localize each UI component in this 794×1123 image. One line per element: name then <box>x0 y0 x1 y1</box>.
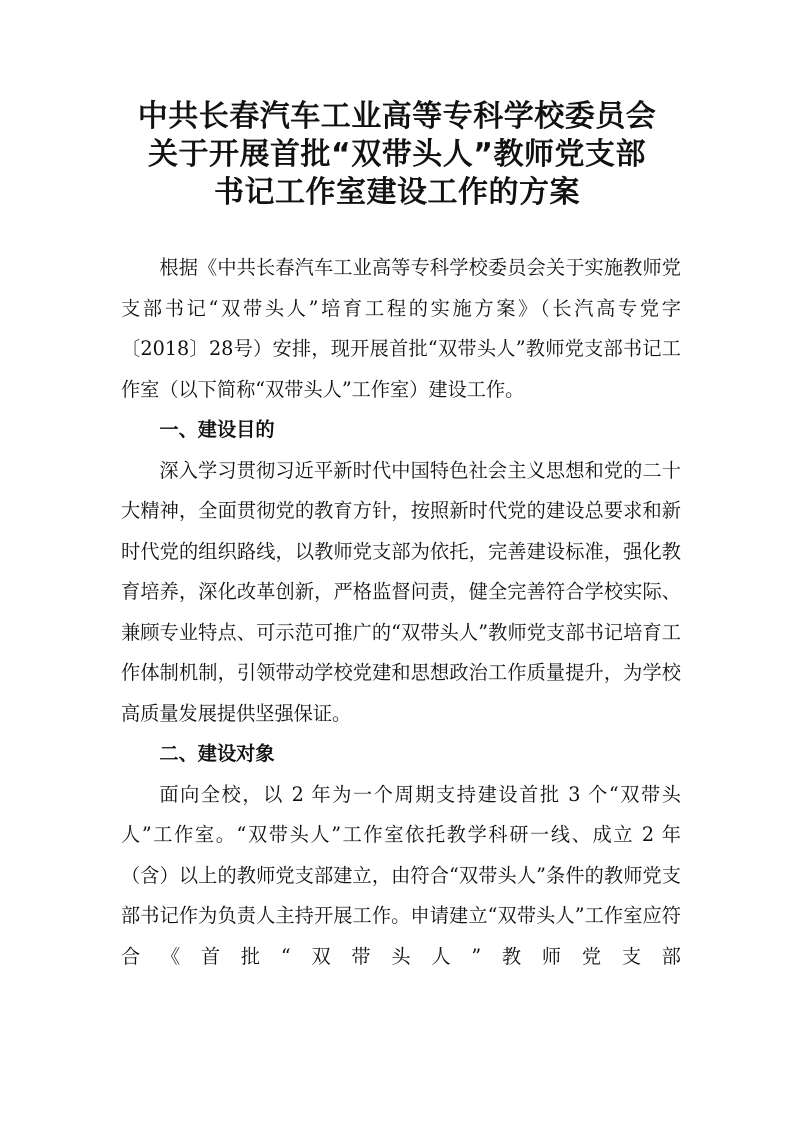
title-line-1: 中共长春汽车工业高等专科学校委员会 <box>137 99 657 134</box>
section-paragraph-purpose: 深入学习贯彻习近平新时代中国特色社会主义思想和党的二十大精神，全面贯彻党的教育方针，按照新时代党的建设总要求和新时代党的组织路线，以教师党支部为依托，完善建设标准，强化教育培养，深化改革创新，严格监督问责，健全完善符合学校实际、兼顾专业特点、可示范可推广的“双带头人”教师党支部书记培育工作体制机制，引领带动学校党建和思想政治工作质量提升，为学校高质量发展提供坚强保证。 <box>121 458 681 725</box>
section-heading-purpose: 一、建设目的 <box>159 418 275 441</box>
section-paragraph-target: 面向全校，以 2 年为一个周期支持建设首批 3 个“双带头人”工作室。“双带头人”工作室依托教学科研一线、成立 2 年（含）以上的教师党支部建立，由符合“双带头人”条件的教师党支部书记作为负责人主持开展工作。申请建立“双带头人”工作室应符合《首批“双带头人”教师党支部 <box>121 782 681 968</box>
document-title <box>100 98 694 212</box>
title-line-2: 关于开展首批“双带头人”教师党支部 <box>148 137 646 172</box>
section-heading-target: 二、建设对象 <box>159 742 275 765</box>
title-line-3: 书记工作室建设工作的方案 <box>214 175 580 210</box>
document-body <box>121 248 681 977</box>
intro-paragraph: 根据《中共长春汽车工业高等专科学校委员会关于实施教师党支部书记“双带头人”培育工程的实施方案》（长汽高专党字〔2018〕28号）安排，现开展首批“双带头人”教师党支部书记工作室（以下简称“双带头人”工作室）建设工作。 <box>121 256 681 401</box>
